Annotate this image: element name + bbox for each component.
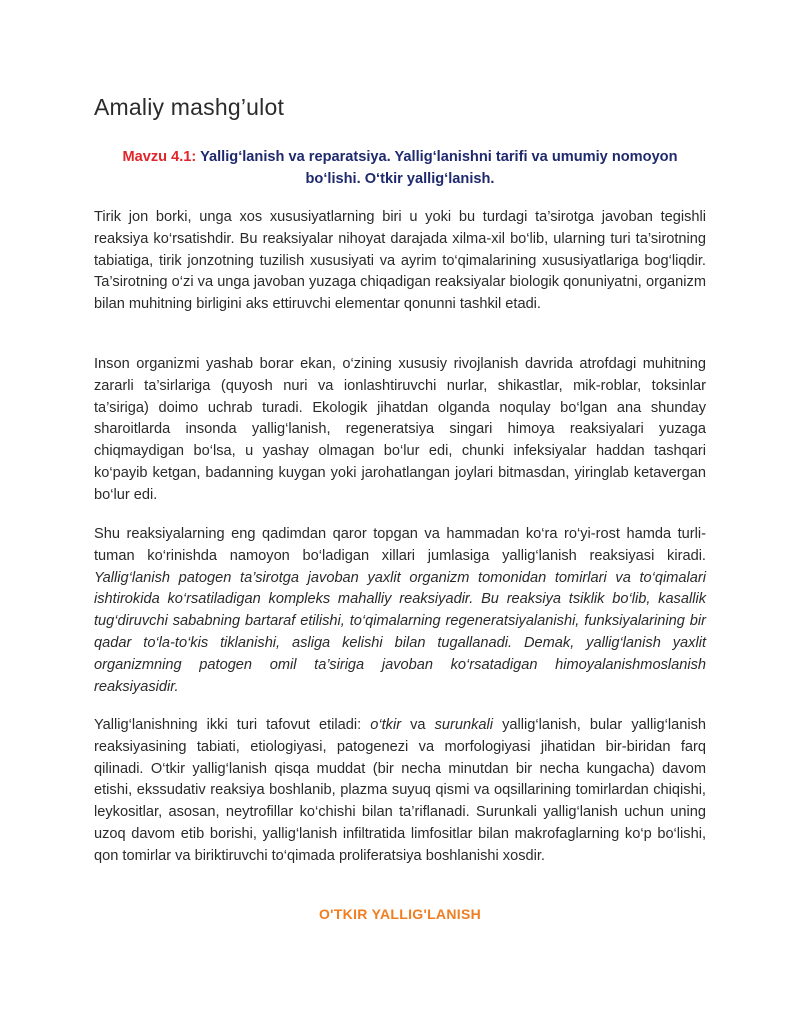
paragraph-3-definition: Yallig‘lanish patogen ta’sirotga javoban yaxlit organizm tomonidan tomirlari va to‘qimalari ishtirokida ko‘rsatiladigan kompleks mahalliy reaksiyadir. Bu reaksiya tsiklik bo‘lib, kasallik tug‘diruvchi sababning bartaraf etilishi, to‘qimalarning regeneratsiyalanishi, funksiyalarining bir qadar to‘la-to‘kis tiklanishi, asliga kelishi bilan tugallanadi. Demak, yallig‘lanish yaxlit organizmning patogen omil ta’siriga javoban ko‘rsatadigan himoyalanishmoslanish reaksiyasidir. (94, 569, 706, 695)
paragraph-4-text-a: Yallig‘lanishning ikki turi tafovut etiladi: (94, 717, 371, 733)
paragraph-4-text-e: yallig‘lanish, bular yallig‘lanish reaksiyasining tabiati, etiologiyasi, patogenezi va morfologiyasi jihatidan bir-biridan farq qilinadi. O‘tkir yallig‘lanish qisqa muddat (bir necha minutdan bir necha kungacha) davom etishi, ekssudativ reaksiya boshlanib, plazma suyuq qismi va oqsillarining tomirlardan chiqishi, leykositlar, asosan, neytrofillar ko‘chishi bilan ta’riflanadi. Surunkali yallig‘lanish uchun uning uzoq davom etib borishi, yallig‘lanish infiltratida limfositlar bilan makrofaglarning ko‘p bo‘lishi, qon tomirlar va biriktiruvchi to‘qimada proliferatsiya boshlanishi xosdir. (94, 717, 706, 864)
page-heading: Amaliy mashg’ulot (94, 94, 285, 120)
paragraph-4-term-acute: o‘tkir (370, 717, 402, 733)
paragraph-3 (94, 524, 706, 698)
paragraph-4-text-c: va (401, 717, 435, 733)
paragraph-2: Inson organizmi yashab borar ekan, o‘zining xususiy rivojlanish davrida atrofdagi muhitning zararli ta’sirlariga (quyosh nuri va ionlashtiruvchi nurlar, shikastlar, mik-roblar, toksinlar ta’siriga) doimo uchrab turadi. Ekologik jihatdan olganda noqulay bo‘lgan ana shunday sharoitlarda insonda yallig‘lanish, regeneratsiya singari himoya reaksiyalari yuzaga chiqmaydigan bo‘lsa, u yashay olmagan bo‘lur edi, chunki infeksiyalar haddan tashqari ko‘payib ketgan, badanning kuygan yoki jarohatlangan joylari bitmasdan, yiringlab ketavergan bo‘lur edi. (94, 356, 706, 503)
paragraph-3-text: Shu reaksiyalarning eng qadimdan qaror topgan va hammadan ko‘ra ro‘yi-rost hamda turli-tuman ko‘rinishda namoyon bo‘ladigan xillari jumlasiga yallig‘lanish reaksiyasi kiradi. (94, 526, 706, 564)
topic-label: Mavzu 4.1: (122, 149, 197, 165)
paragraph-4 (94, 715, 706, 868)
topic-title: Yallig‘lanish va reparatsiya. Yallig‘lanishni tarifi va umumiy nomoyon bo‘lishi. O‘tkir yallig‘lanish. (200, 149, 678, 187)
topic-title-block (94, 146, 706, 190)
section-subheading: O'TKIR YALLIG'LANISH (318, 906, 481, 922)
paragraph-4-term-chronic: surunkali (434, 717, 494, 733)
paragraph-1: Tirik jon borki, unga xos xususiyatlarning biri u yoki bu turdagi ta’sirotga javoban tegishli reaksiya ko‘rsatishdir. Bu reaksiyalar nihoyat darajada xilma-xil bo‘lib, ularning turi ta’sirotning tabiatiga, tirik jonzotning tuzilish xususiyati va ayrim to‘qimalarining xususiyatlariga bog‘liqdir. Ta’sirotning o‘zi va unga javoban yuzaga chiqadigan reaksiyalar biologik qonuniyatni, organizm bilan muhitning birligini aks ettiruvchi elementar qonunni tashkil etadi. (94, 209, 706, 313)
